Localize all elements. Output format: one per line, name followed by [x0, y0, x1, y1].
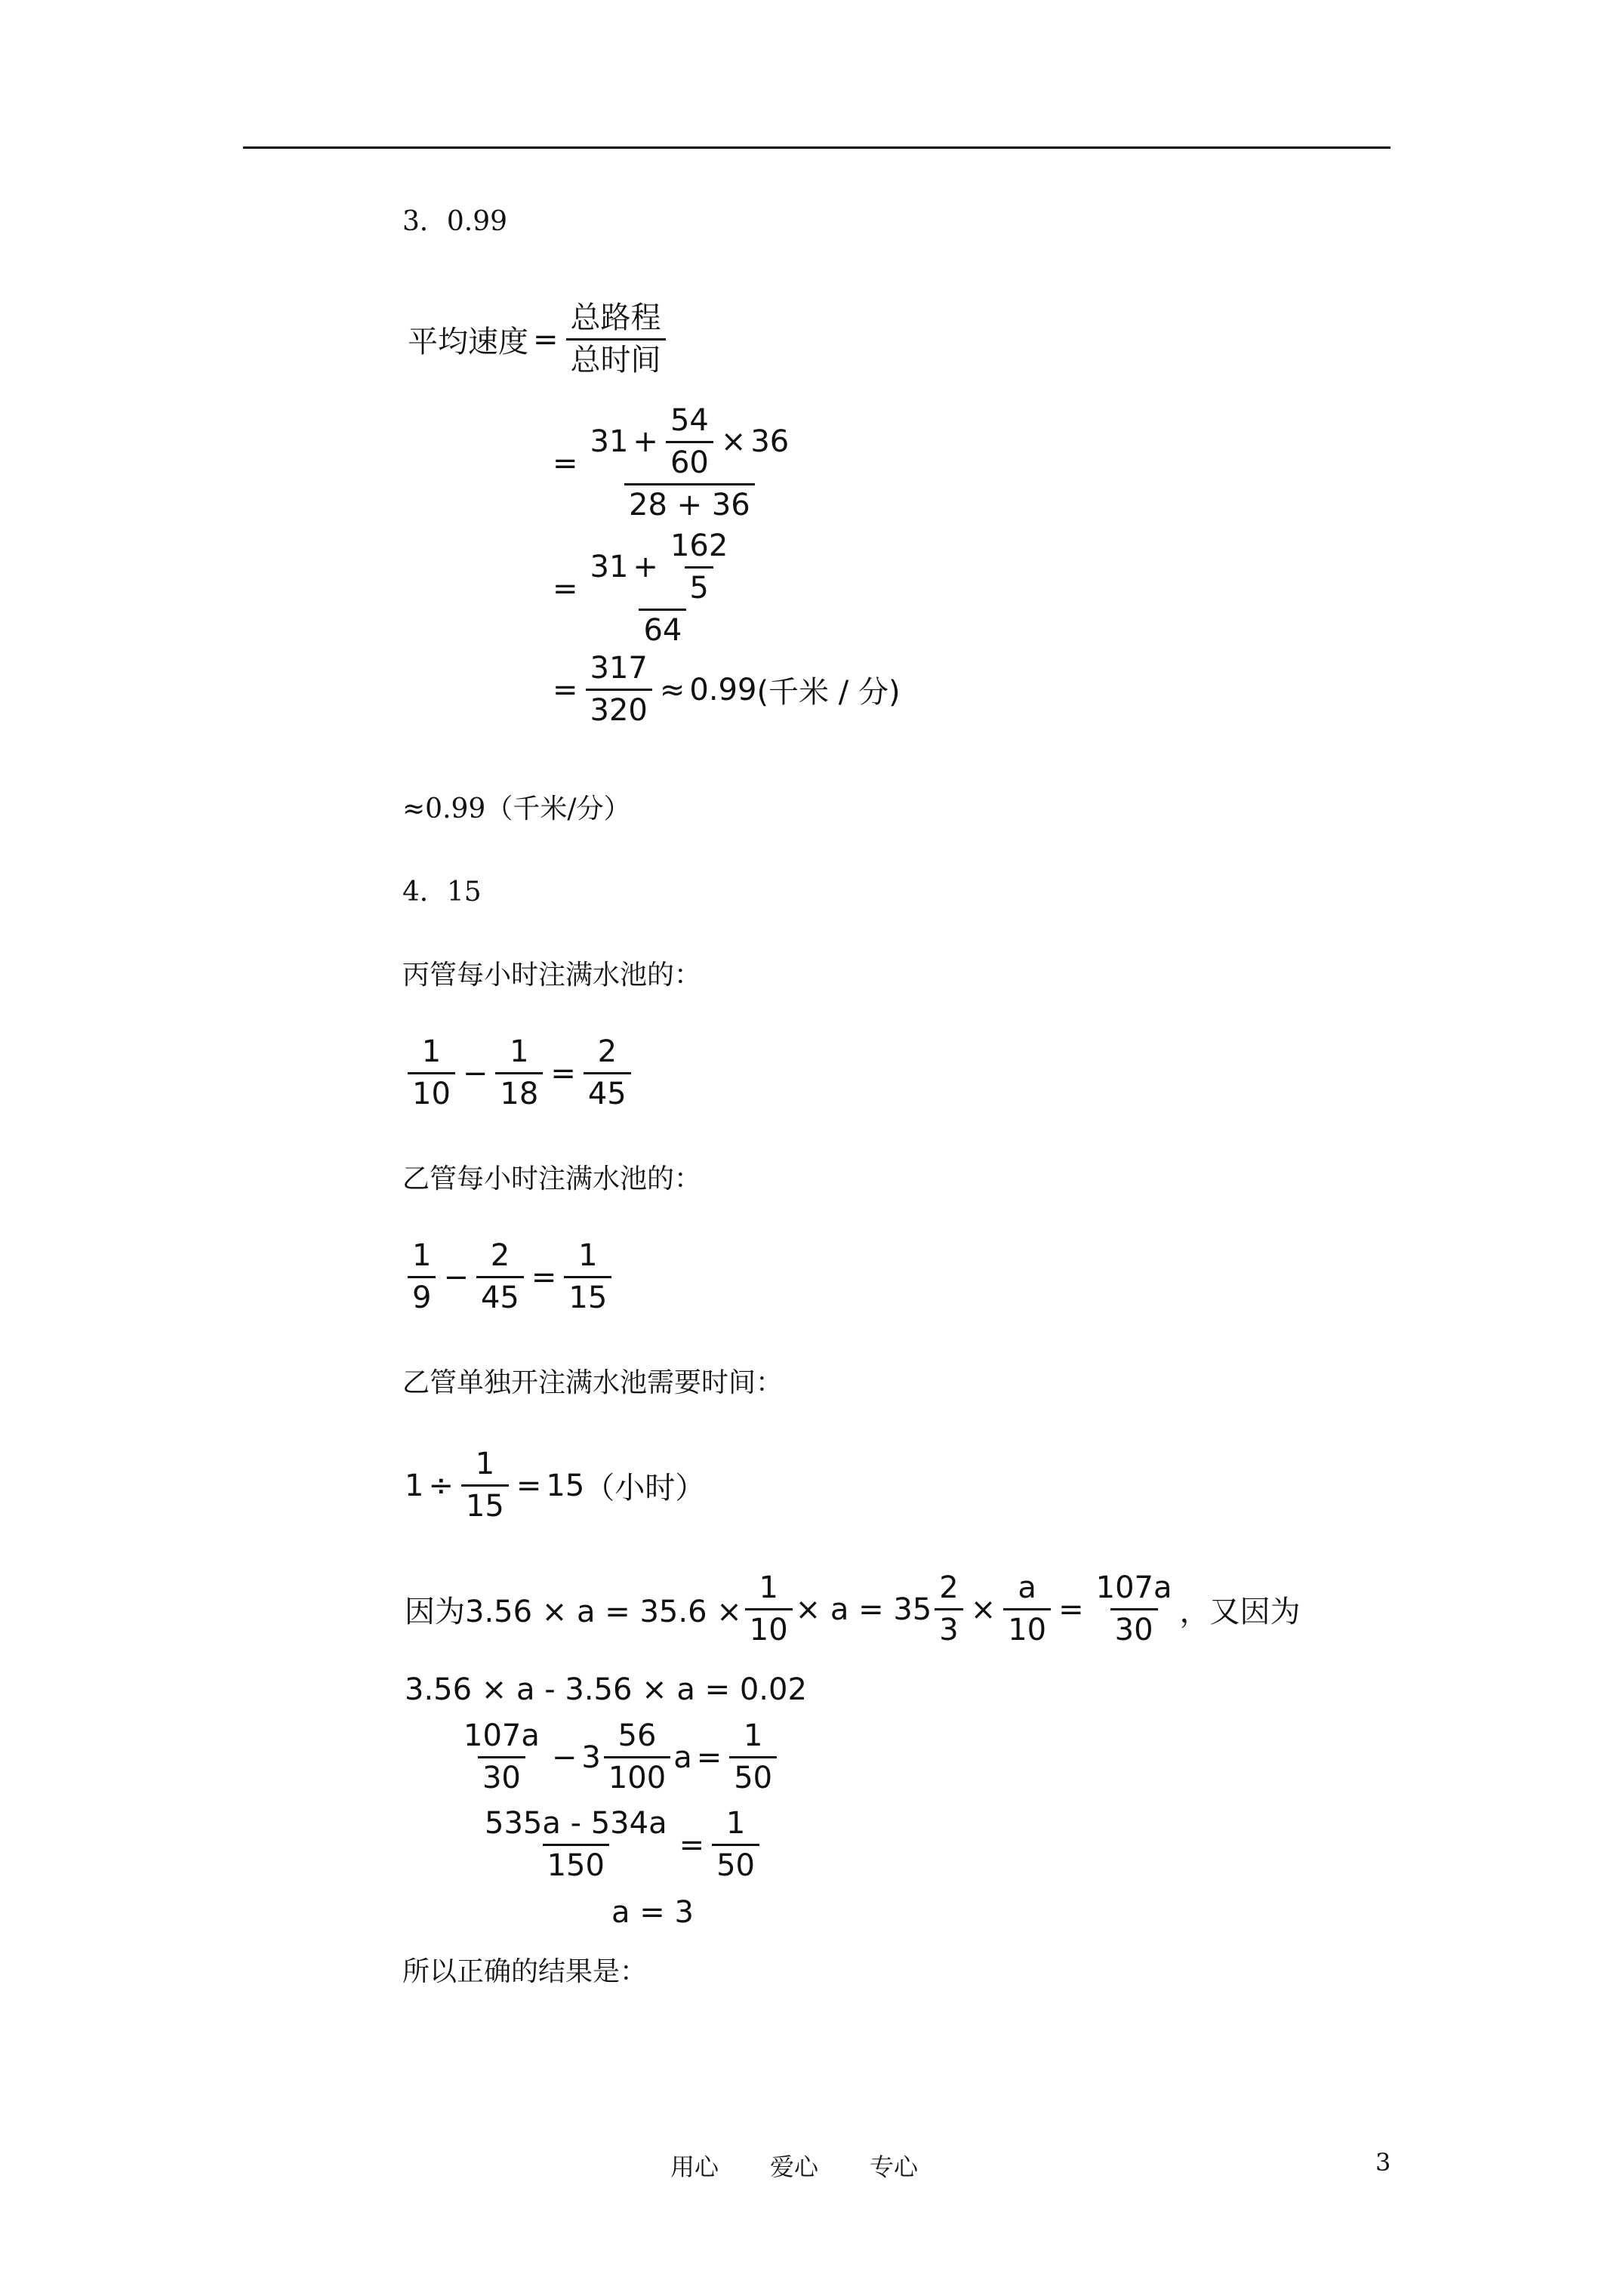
problem-5-line-1 [405, 1570, 1301, 1648]
equals-sign: = [679, 1827, 705, 1863]
fraction-denominator: 60 [666, 441, 713, 481]
fraction [1092, 1570, 1177, 1648]
mixed-whole: 3 [581, 1740, 601, 1775]
fraction-denominator: 15 [461, 1484, 509, 1524]
pipe-bing-equation [405, 1034, 634, 1112]
fraction-numerator: 1 [578, 1238, 598, 1273]
compound-fraction [586, 403, 794, 524]
fraction-denominator: 10 [408, 1072, 455, 1112]
fraction-denominator: 9 [408, 1276, 436, 1316]
variable: a [673, 1740, 692, 1775]
header-rule [243, 146, 1390, 149]
equals-sign: = [516, 1468, 542, 1503]
fraction-numerator: 54 [670, 403, 709, 438]
fraction-denominator: 18 [495, 1072, 543, 1112]
equals-sign: = [696, 1740, 722, 1775]
fraction-denominator: 45 [584, 1072, 631, 1112]
approx-sign: ≈ [659, 672, 685, 707]
expression-text: ，又因为 [1179, 1595, 1301, 1630]
avg-speed-lhs: 平均速度 [408, 325, 528, 360]
fraction-numerator: 107a [463, 1718, 540, 1753]
unit-label: (千米 / 分) [756, 675, 901, 710]
minus-sign: − [443, 1259, 469, 1295]
fraction-denominator: 30 [478, 1756, 525, 1796]
fraction [1003, 1570, 1051, 1648]
pipe-yi-time-text: 乙管单独开注满水池需要时间： [402, 1367, 784, 1398]
fraction-denominator: 15 [564, 1276, 611, 1316]
footer-motto-3: 专心 [870, 2153, 919, 2181]
result-fraction [586, 651, 652, 729]
avg-speed-formula [408, 300, 669, 378]
pipe-yi-time-equation [405, 1447, 705, 1524]
fraction [584, 1034, 631, 1112]
equals-sign: = [553, 445, 578, 481]
fraction [480, 1806, 672, 1884]
mixed-number-fraction [604, 1718, 670, 1796]
times-sign: × [720, 424, 747, 460]
fraction [745, 1570, 793, 1648]
approx-value: 0.99 [689, 672, 757, 707]
inner-fraction [666, 403, 713, 481]
equals-sign: = [533, 322, 559, 357]
compound-numerator [586, 529, 741, 609]
avg-speed-step-1 [548, 403, 796, 524]
problem-3-label: 3．0.99 [402, 206, 508, 237]
fraction-numerator: 1 [725, 1806, 746, 1841]
expression-text: 因为3.56 × a = 35.6 × [405, 1595, 742, 1630]
problem-4-label: 4．15 [402, 877, 482, 908]
fraction-denominator: 10 [1003, 1608, 1051, 1648]
minus-sign: − [462, 1056, 488, 1091]
equals-sign: = [553, 571, 578, 606]
fraction-numerator: 总路程 [570, 300, 661, 335]
problem-3-result: ≈0.99（千米/分） [402, 794, 631, 824]
plus-sign: + [633, 550, 658, 585]
fraction-numerator: 107a [1095, 1570, 1172, 1605]
mixed-number-fraction [935, 1570, 962, 1648]
fraction-denominator: 50 [729, 1756, 777, 1796]
fraction [729, 1718, 777, 1796]
fraction-numerator: 317 [590, 651, 648, 686]
equals-sign: = [553, 672, 578, 707]
fraction-numerator: 1 [759, 1570, 778, 1605]
pipe-yi-equation [405, 1238, 614, 1316]
fraction-denominator: 150 [543, 1844, 609, 1884]
term: 31 [590, 550, 629, 585]
inner-fraction [666, 529, 732, 606]
fraction-numerator: 1 [475, 1447, 495, 1481]
fraction-denominator: 45 [476, 1276, 524, 1316]
fraction-numerator: 1 [510, 1034, 529, 1069]
fraction-denominator: 3 [935, 1608, 962, 1648]
plus-sign: + [633, 424, 658, 460]
avg-speed-step-3 [548, 651, 901, 729]
fraction-denominator: 100 [604, 1756, 670, 1796]
problem-5-line-2: 3.56 × a - 3.56 × a = 0.02 [405, 1672, 807, 1707]
fraction-numerator: 56 [617, 1718, 657, 1753]
fraction-denominator: 5 [685, 566, 713, 606]
fraction-numerator: 2 [490, 1238, 510, 1273]
footer-motto-1: 用心 [670, 2153, 719, 2181]
fraction-numerator: 162 [670, 529, 728, 563]
page-number: 3 [1375, 2148, 1391, 2177]
compound-denominator: 64 [639, 609, 686, 649]
fraction-numerator: 1 [412, 1238, 432, 1273]
distance-over-time-fraction [566, 300, 666, 378]
problem-5-line-3 [456, 1718, 780, 1796]
divide-sign: ÷ [428, 1468, 454, 1503]
problem-5-conclusion: 所以正确的结果是： [402, 1956, 648, 1987]
fraction [495, 1034, 543, 1112]
fraction [476, 1238, 524, 1316]
term: 31 [590, 424, 629, 460]
expression-text: × a = 35 [795, 1592, 932, 1627]
equals-sign: = [1058, 1592, 1084, 1627]
fraction [408, 1034, 455, 1112]
compound-denominator: 28 + 36 [624, 483, 755, 523]
fraction [712, 1806, 759, 1884]
pipe-bing-text: 丙管每小时注满水池的： [402, 960, 702, 991]
fraction-denominator: 总时间 [566, 338, 666, 378]
minus-sign: − [551, 1740, 577, 1775]
equals-sign: = [550, 1056, 576, 1091]
term: 1 [405, 1468, 424, 1503]
avg-speed-step-2 [548, 529, 743, 649]
fraction-numerator: 535a - 534a [485, 1806, 667, 1841]
equals-sign: = [531, 1259, 557, 1295]
compound-numerator [586, 403, 794, 483]
fraction [408, 1238, 436, 1316]
term: 36 [750, 424, 790, 460]
pipe-yi-text: 乙管每小时注满水池的： [402, 1163, 702, 1194]
fraction-denominator: 10 [745, 1608, 793, 1648]
fraction-numerator: 1 [743, 1718, 763, 1753]
fraction [459, 1718, 544, 1796]
footer-motto-2: 爱心 [770, 2153, 819, 2181]
problem-5-line-5: a = 3 [611, 1895, 694, 1930]
fraction [564, 1238, 611, 1316]
result-value: 15 [546, 1468, 585, 1503]
fraction-numerator: a [1018, 1570, 1036, 1605]
fraction-denominator: 30 [1110, 1608, 1158, 1648]
unit-label: （小时） [584, 1471, 706, 1506]
problem-5-line-4 [477, 1806, 762, 1884]
times-sign: × [970, 1592, 996, 1627]
fraction [461, 1447, 509, 1524]
compound-fraction [586, 529, 741, 649]
fraction-numerator: 2 [597, 1034, 617, 1069]
fraction-numerator: 1 [421, 1034, 442, 1069]
fraction-denominator: 320 [586, 689, 652, 729]
fraction-denominator: 50 [712, 1844, 759, 1884]
fraction-numerator: 2 [939, 1570, 959, 1605]
